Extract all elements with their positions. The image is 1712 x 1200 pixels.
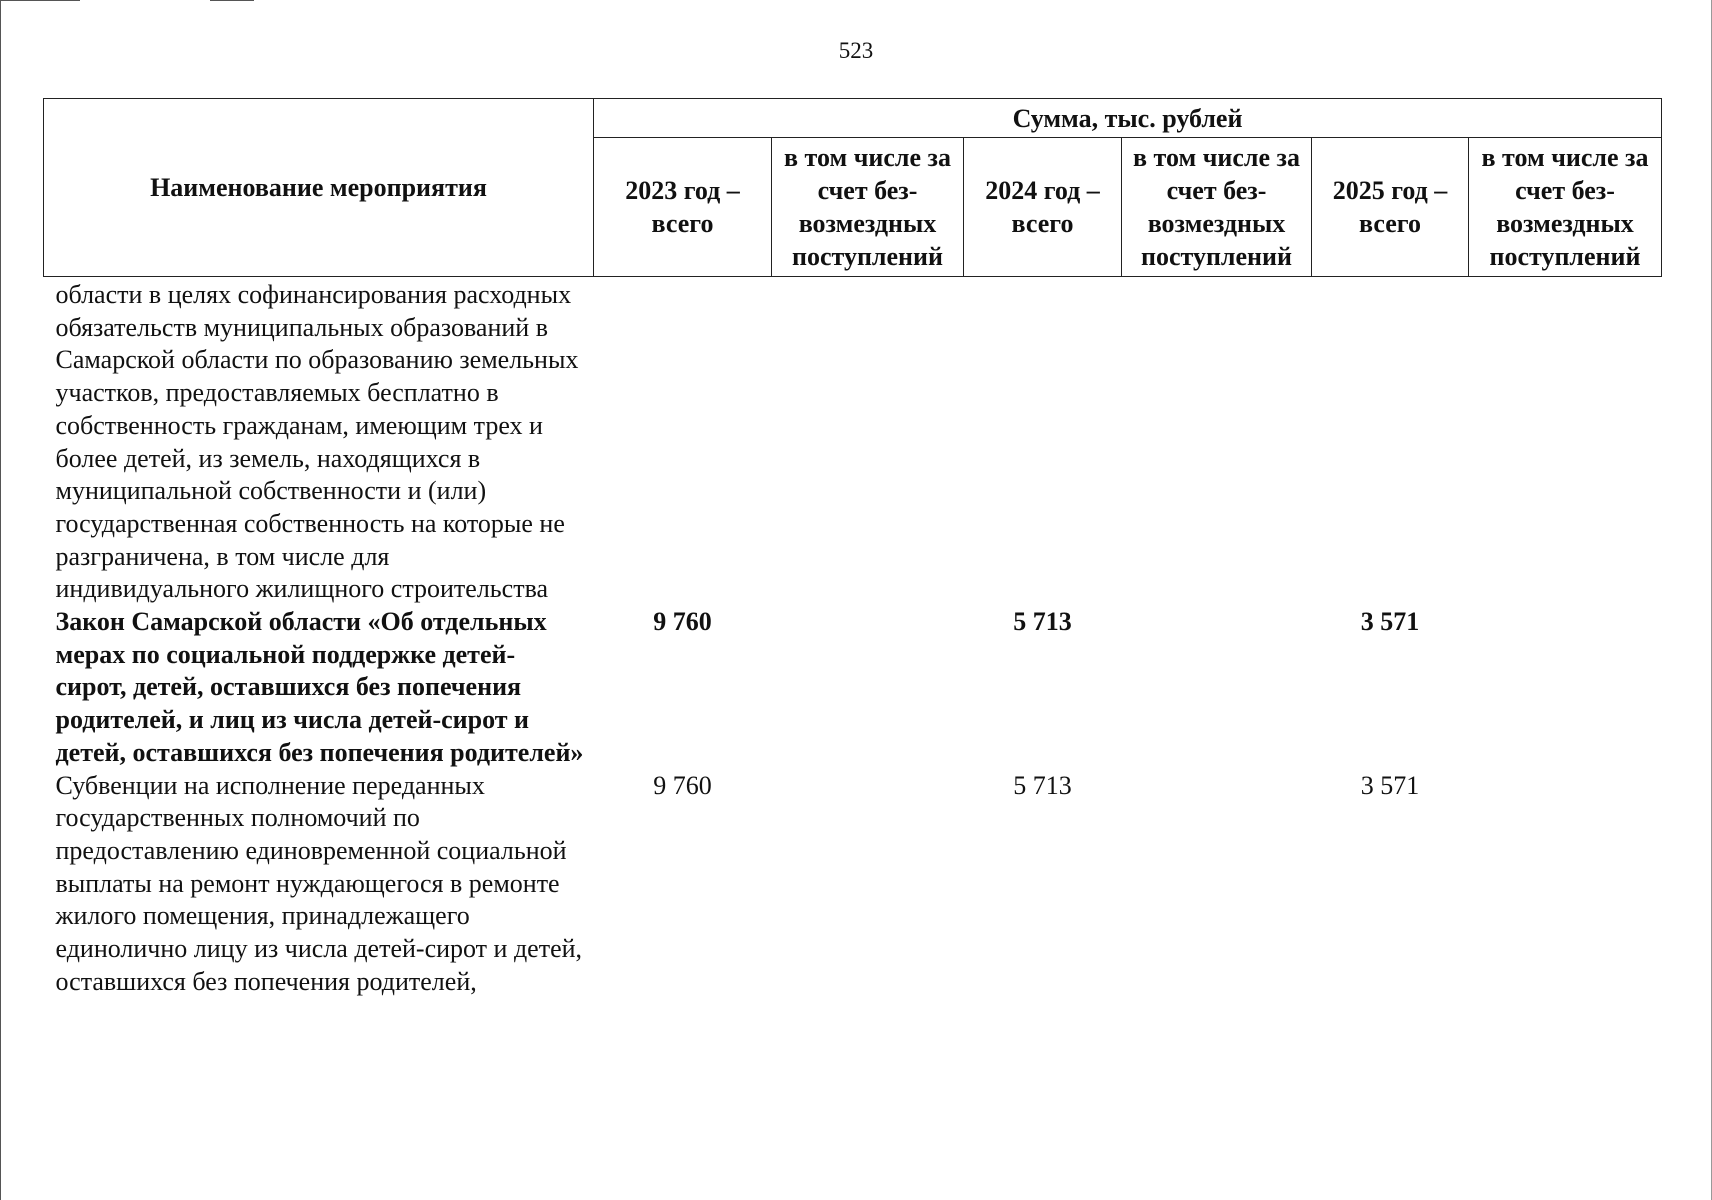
header-2024-total: 2024 год – всего bbox=[964, 138, 1122, 277]
row-value-2023-gratuitous bbox=[772, 277, 964, 607]
table-row bbox=[44, 770, 1662, 999]
header-2023-total: 2023 год – всего bbox=[594, 138, 772, 277]
row-value-2023-gratuitous bbox=[772, 770, 964, 999]
header-name-column: Наименование мероприятия bbox=[44, 99, 594, 277]
row-value-2025-total: 3 571 bbox=[1360, 607, 1420, 637]
budget-table bbox=[43, 98, 1662, 998]
row-value-2024-gratuitous bbox=[1122, 277, 1312, 607]
row-value-2023-total: 9 760 bbox=[653, 607, 712, 637]
row-value-2025-gratuitous bbox=[1469, 277, 1662, 607]
header-2025-total: 2025 год – всего bbox=[1312, 138, 1469, 277]
table-row bbox=[44, 606, 1662, 770]
row-value-2025-total: 3 571 bbox=[1360, 770, 1420, 800]
row-name: Субвенции на исполнение переданных государственных полномочий по предоставлению единовременной социальной выплаты на ремонт нуждающегося в ремонте жилого помещения, принадлежащего единолично лицу из числа детей-сирот и детей, оставшихся без попечения родителей, bbox=[55, 770, 583, 996]
header-sum-group: Сумма, тыс. рублей bbox=[594, 99, 1662, 138]
header-2025-gratuitous: в том числе за счет без-возмездных поступлений bbox=[1469, 138, 1662, 277]
scan-edge-line-top bbox=[0, 0, 80, 1]
table-row bbox=[44, 277, 1662, 607]
scan-edge-line-top bbox=[210, 0, 254, 1]
row-value-2023-gratuitous bbox=[772, 606, 964, 770]
header-2023-gratuitous: в том числе за счет без-возмездных поступлений bbox=[772, 138, 964, 277]
row-value-2025-gratuitous bbox=[1469, 770, 1662, 999]
scan-edge-line-left bbox=[0, 0, 1, 1200]
row-value-2024-total bbox=[964, 277, 1122, 607]
row-value-2023-total bbox=[594, 277, 772, 607]
row-value-2024-gratuitous bbox=[1122, 606, 1312, 770]
row-name: области в целях софинансирования расходных обязательств муниципальных образований в Самарской области по образованию земельных участков, предоставляемых бесплатно в собственность гражданам, имеющим трех и более детей, из земель, находящихся в муниципальной собственности и (или) государственная собственность на которые не разграничена, в том числе для индивидуального жилищного строительства bbox=[55, 280, 579, 604]
header-2024-gratuitous: в том числе за счет без-возмездных поступлений bbox=[1122, 138, 1312, 277]
row-value-2024-gratuitous bbox=[1122, 770, 1312, 999]
row-value-2024-total: 5 713 bbox=[1013, 607, 1072, 637]
row-value-2023-total: 9 760 bbox=[653, 770, 712, 800]
row-value-2024-total: 5 713 bbox=[1013, 770, 1072, 800]
row-value-2025-total bbox=[1312, 277, 1469, 607]
row-value-2025-gratuitous bbox=[1469, 606, 1662, 770]
page-number: 523 bbox=[838, 38, 874, 63]
row-name: Закон Самарской области «Об отдельных мерах по социальной поддержке детей-сирот, детей, оставшихся без попечения родителей, и лиц из числа детей-сирот и детей, оставшихся без попечения родителей» bbox=[55, 607, 584, 767]
